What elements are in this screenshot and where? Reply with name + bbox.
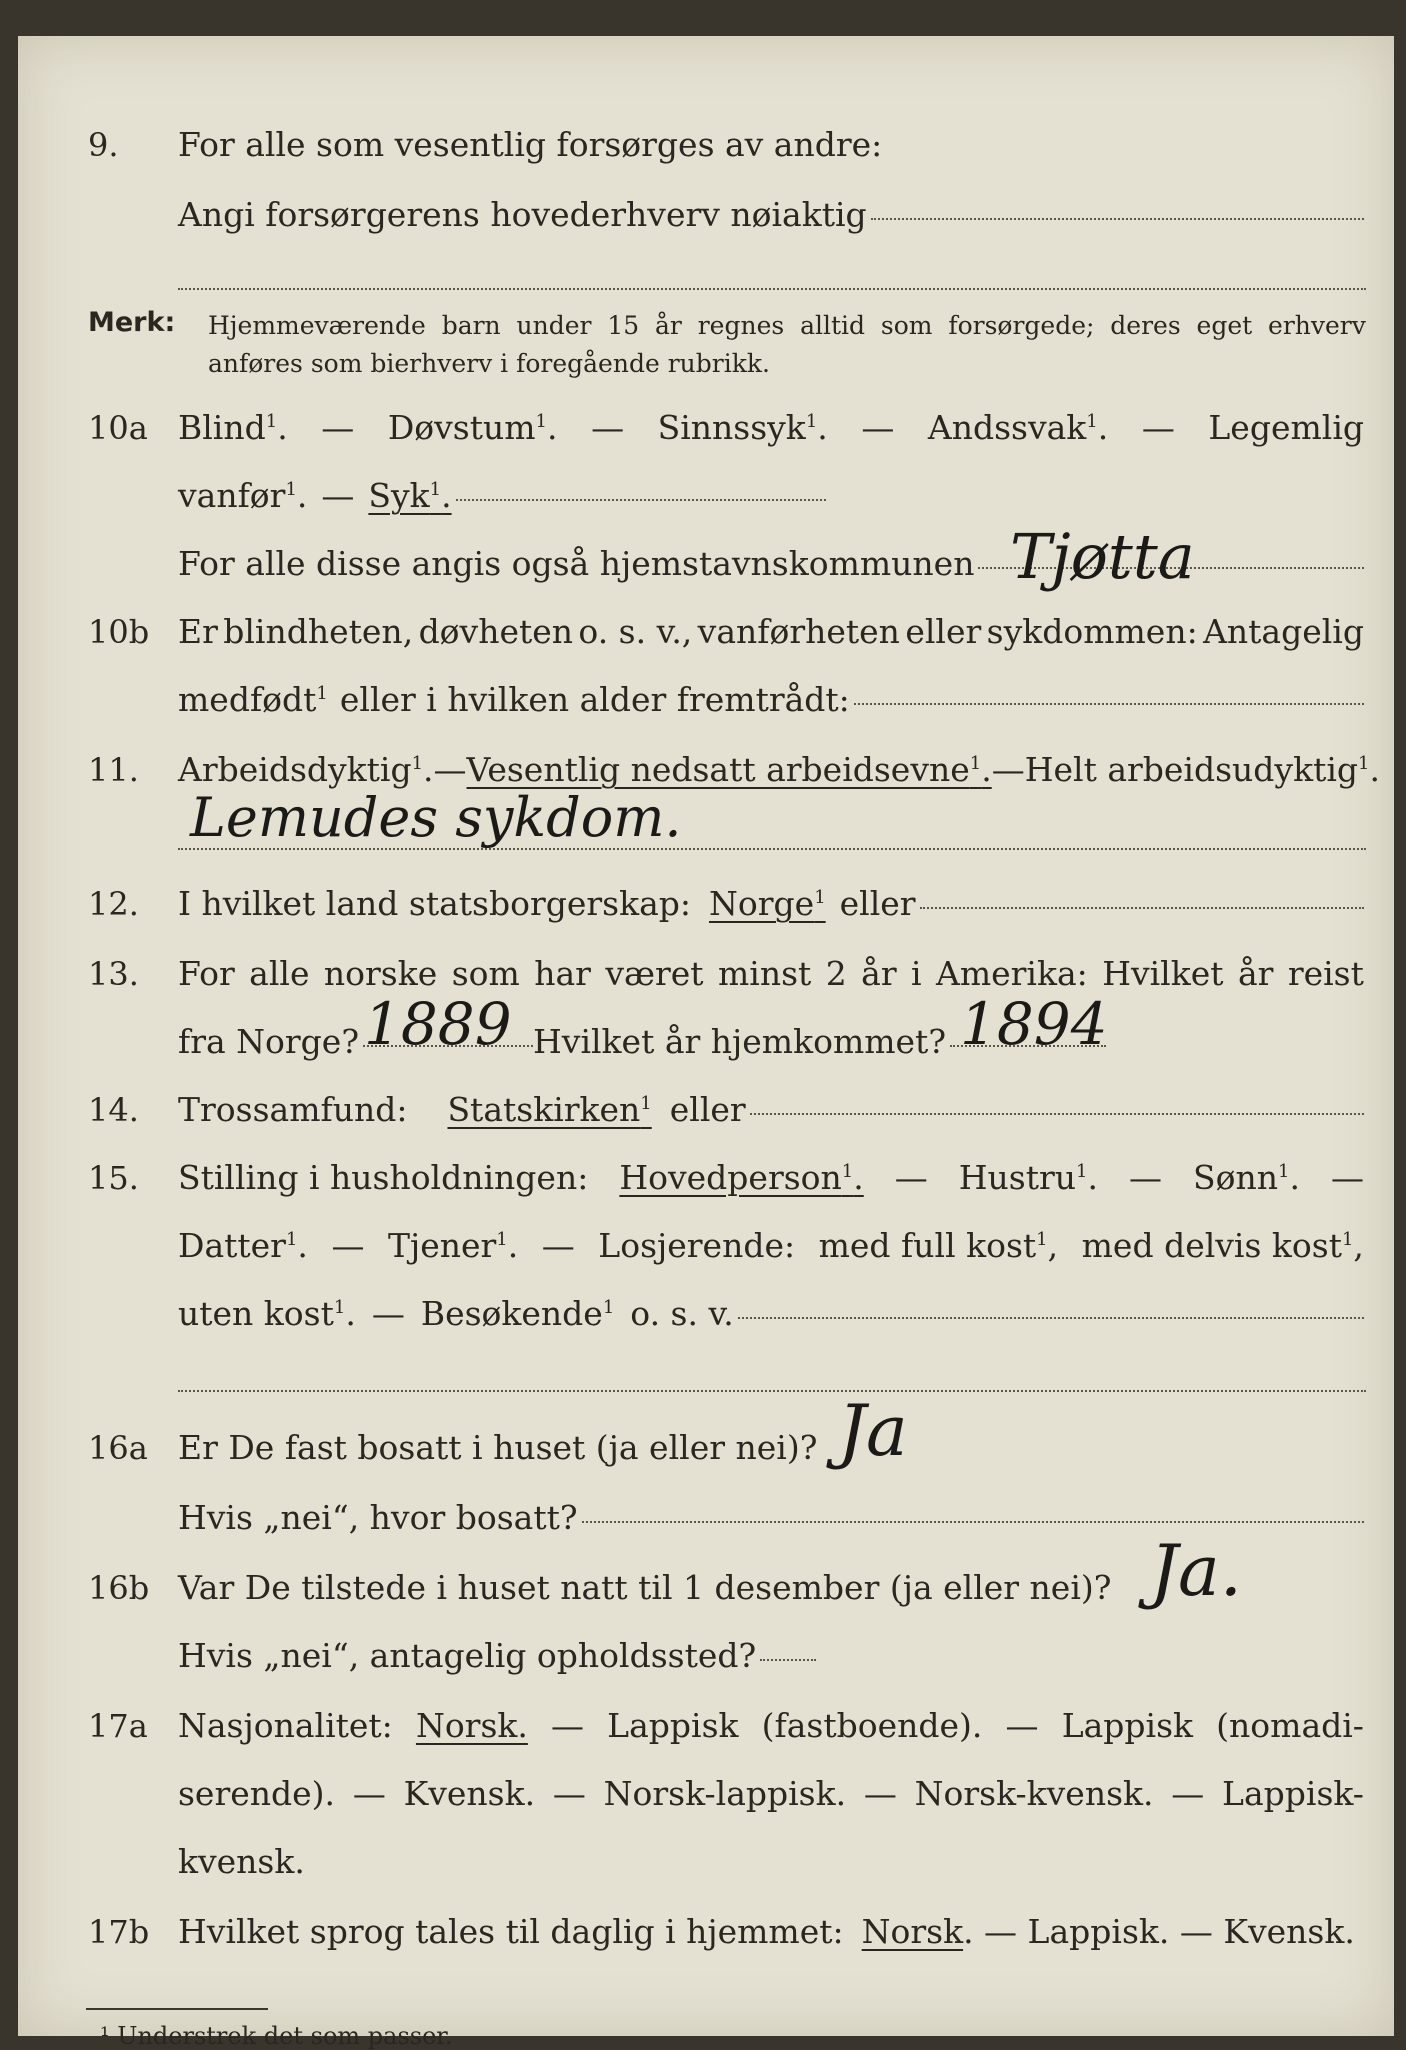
- q16b-number: 16b: [88, 1569, 150, 1607]
- q17b-row: [0, 1902, 1406, 1962]
- q14-line: Trossamfund: Statskirken$^1$ eller: [178, 1080, 1364, 1140]
- q11-number: 11.: [88, 751, 139, 789]
- footnote: ¹ Understrek det som passer.: [100, 2022, 453, 2050]
- q10b-row-2: [0, 670, 1406, 730]
- option-hustru[interactable]: Hustru$^1$.: [958, 1158, 1098, 1197]
- q16a-line-1: Er De fast bosatt i huset (ja eller nei)?: [178, 1428, 818, 1467]
- q9-answer-field[interactable]: [871, 218, 1364, 220]
- q16b-line-1: Var De tilstede i huset natt til 1 desember (ja eller nei)?: [178, 1568, 1112, 1607]
- q11-answer-line[interactable]: [178, 848, 1366, 850]
- handwritten-q16a: Ja: [838, 1390, 908, 1472]
- q17a-line-2: serende). — Kvensk. — Norsk-lappisk. — Norsk-kvensk. — Lappisk-: [178, 1774, 1364, 1813]
- q16a-row-1: [0, 1418, 1406, 1478]
- q15-number: 15.: [88, 1159, 139, 1197]
- q15-other-field[interactable]: [738, 1317, 1364, 1319]
- q9-row-2: [0, 185, 1406, 245]
- q16a-line-2: Hvis „nei“, hvor bosatt?: [178, 1488, 1364, 1548]
- q16b-opholdssted-field[interactable]: [760, 1659, 816, 1661]
- option-arbeidsdyktig[interactable]: Arbeidsdyktig$^1$.: [178, 750, 434, 789]
- q17b-number: 17b: [88, 1913, 150, 1951]
- option-vanfor[interactable]: vanfør$^1$.: [178, 476, 308, 515]
- q13-row-1: [0, 944, 1406, 1004]
- option-norsk-sprog-underlined[interactable]: Norsk: [861, 1912, 964, 1951]
- q10a-row-2: [0, 466, 1406, 526]
- option-sonn[interactable]: Sønn$^1$.: [1193, 1158, 1300, 1197]
- q15-line-2: Datter$^1$. — Tjener$^1$. — Losjerende: med full kost$^1$, med delvis kost$^1$,: [178, 1216, 1364, 1276]
- option-tjener[interactable]: Tjener$^1$.: [387, 1226, 519, 1265]
- q13-row-2: [0, 1012, 1406, 1072]
- option-dovstum[interactable]: Døvstum$^1$.: [387, 408, 558, 447]
- q10a-row-3: [0, 534, 1406, 594]
- option-udyktig[interactable]: Helt arbeidsudyktig$^1$.: [1024, 750, 1380, 789]
- option-hovedperson-underlined[interactable]: Hovedperson$^1$.: [619, 1158, 864, 1197]
- option-datter[interactable]: Datter$^1$.: [178, 1226, 308, 1265]
- q15-line-3: uten kost$^1$. — Besøkende$^1$ o. s. v.: [178, 1284, 1364, 1344]
- q15-row-2: [0, 1216, 1406, 1276]
- q16b-row-2: [0, 1626, 1406, 1686]
- q10b-row-1: [0, 602, 1406, 662]
- q16a-bosatt-field[interactable]: [582, 1521, 1364, 1523]
- q17a-row-3: [0, 1832, 1406, 1892]
- q10a-syk-field[interactable]: [456, 499, 826, 501]
- option-besokende[interactable]: Besøkende$^1$: [420, 1294, 615, 1333]
- handwritten-kommune: Tjøtta: [1010, 520, 1195, 593]
- q9-line-2: [178, 185, 1364, 245]
- option-andssvak[interactable]: Andssvak$^1$.: [927, 408, 1109, 447]
- option-norsk-underlined[interactable]: Norsk.: [415, 1706, 528, 1745]
- q17a-number: 17a: [88, 1707, 148, 1745]
- q17a-line-1: Nasjonalitet: Norsk. — Lappisk (fastboende). — Lappisk (nomadi-: [178, 1696, 1364, 1756]
- q10b-line-1: Er blindheten, døvheten o. s. v., vanførheten eller sykdommen: Antagelig: [178, 612, 1364, 651]
- merk-line-1: Hjemmeværende barn under 15 år regnes alltid som forsørgede; deres eget erhverv: [208, 311, 1366, 340]
- q15-row-3: [0, 1284, 1406, 1344]
- option-delvis-kost[interactable]: med delvis kost$^1$,: [1081, 1226, 1364, 1265]
- q14-number: 14.: [88, 1091, 139, 1129]
- merk-label: Merk:: [88, 307, 176, 338]
- option-medfodt[interactable]: medfødt$^1$: [178, 680, 328, 719]
- q10a-row-1: [0, 398, 1406, 458]
- q16b-line-2: Hvis „nei“, antagelig opholdssted?: [178, 1626, 816, 1686]
- merk-line-2: anføres som bierhverv i foregående rubrikk.: [208, 349, 770, 378]
- q15-answer-line[interactable]: [178, 1390, 1366, 1392]
- option-legemlig[interactable]: Legemlig: [1208, 408, 1364, 447]
- option-syk-underlined[interactable]: Syk$^1$.: [368, 476, 452, 515]
- q12-line: I hvilket land statsborgerskap: Norge$^1$ eller: [178, 874, 1364, 934]
- option-norge-underlined[interactable]: Norge$^1$: [709, 884, 826, 923]
- q10a-number: 10a: [88, 409, 148, 447]
- handwritten-year-reist: 1889: [364, 990, 512, 1058]
- q14-row: [0, 1080, 1406, 1140]
- q12-row: [0, 874, 1406, 934]
- q17a-row-2: [0, 1764, 1406, 1824]
- q17a-row-1: [0, 1696, 1406, 1756]
- option-sinnssyk[interactable]: Sinnssyk$^1$.: [657, 408, 828, 447]
- q13-number: 13.: [88, 955, 139, 993]
- handwritten-year-hjem: 1894: [960, 990, 1108, 1058]
- footnote-rule: [86, 2008, 268, 2010]
- q16a-number: 16a: [88, 1429, 148, 1467]
- q10b-line-2: medfødt$^1$ eller i hvilken alder fremtrådt:: [178, 670, 1364, 730]
- q10b-number: 10b: [88, 613, 150, 651]
- q11-line-1: Arbeidsdyktig$^1$. — Vesentlig nedsatt arbeidsevne$^1$. — Helt arbeidsudyktig$^1$.: [178, 740, 1364, 800]
- q9-line-2-text: Angi forsørgerens hovederhverv nøiaktig: [178, 195, 867, 234]
- q10a-kommune-label: For alle disse angis også hjemstavnskommunen: [178, 544, 975, 583]
- q15-row-1: [0, 1148, 1406, 1208]
- q10a-line-2: vanfør$^1$. — Syk$^1$.: [178, 466, 826, 526]
- q12-number: 12.: [88, 885, 139, 923]
- option-uten-kost[interactable]: uten kost$^1$.: [178, 1294, 356, 1333]
- q17a-line-3: kvensk.: [178, 1842, 305, 1881]
- q10b-alder-field[interactable]: [854, 703, 1364, 705]
- option-statskirken-underlined[interactable]: Statskirken$^1$: [447, 1090, 652, 1129]
- q13-line-1: For alle norske som har været minst 2 år i Amerika: Hvilket år reist: [178, 954, 1364, 993]
- q14-other-field[interactable]: [750, 1113, 1364, 1115]
- handwritten-q11: Lemudes sykdom.: [190, 786, 682, 849]
- option-full-kost[interactable]: med full kost$^1$,: [818, 1226, 1059, 1265]
- q9-answer-line-2[interactable]: [178, 288, 1366, 290]
- q10a-line-1: Blind$^1$. — Døvstum$^1$. — Sinnssyk$^1$. — Andssvak$^1$. — Legemlig: [178, 398, 1364, 458]
- option-blind[interactable]: Blind$^1$.: [178, 408, 288, 447]
- q9-row-1: [0, 115, 1406, 175]
- q9-line-1: For alle som vesentlig forsørges av andre:: [178, 125, 883, 164]
- q9-number: 9.: [88, 126, 119, 164]
- handwritten-q16b: Ja.: [1150, 1530, 1243, 1612]
- option-nedsatt-underlined[interactable]: Vesentlig nedsatt arbeidsevne$^1$.: [466, 750, 992, 789]
- q15-line-1: Stilling i husholdningen: Hovedperson$^1$. — Hustru$^1$. — Sønn$^1$. —: [178, 1148, 1364, 1208]
- q13-line-2: fra Norge? Hvilket år hjemkommet?: [178, 1012, 1106, 1072]
- q17b-line: Hvilket sprog tales til daglig i hjemmet: Norsk . — Lappisk. — Kvensk.: [178, 1902, 1364, 1962]
- q12-other-country-field[interactable]: [920, 907, 1364, 909]
